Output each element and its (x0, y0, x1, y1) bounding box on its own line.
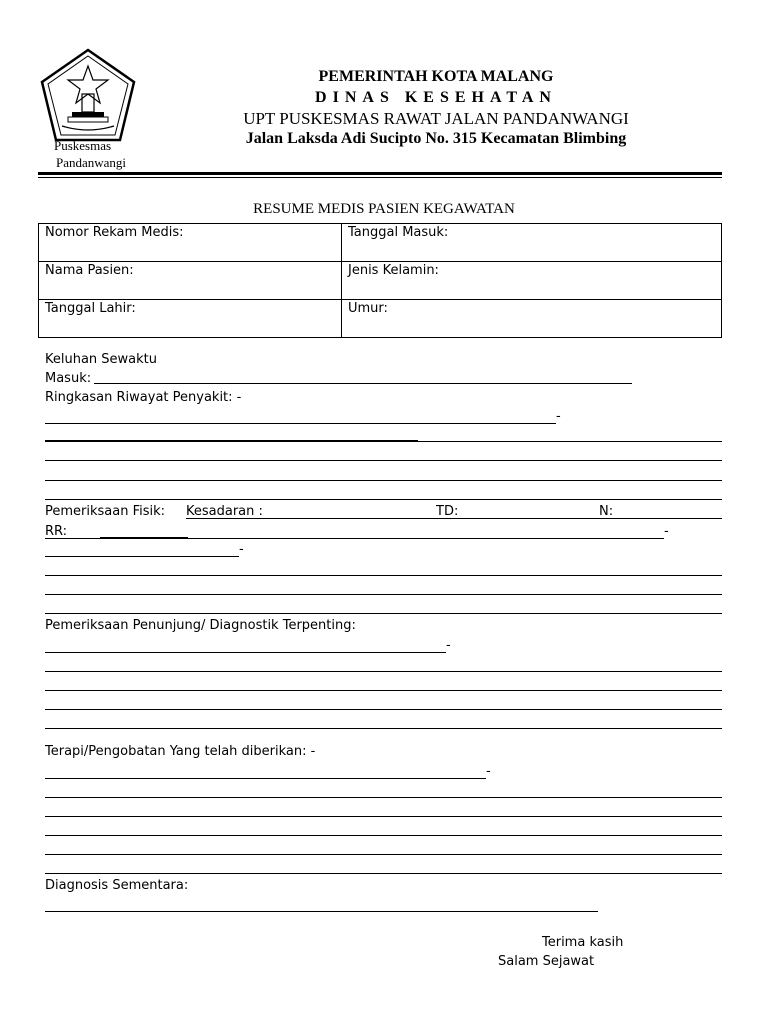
patient-name-field[interactable]: Nama Pasien: (39, 262, 342, 300)
header-government: PEMERINTAH KOTA MALANG (318, 68, 554, 85)
gender-field[interactable]: Jenis Kelamin: (342, 262, 722, 300)
exam-line[interactable] (45, 556, 239, 557)
table-row (39, 262, 722, 300)
diagnostic-dash: - (446, 638, 451, 653)
diagnostic-line[interactable] (45, 690, 722, 691)
birth-date-field[interactable]: Tanggal Lahir: (39, 300, 342, 338)
physical-exam-label: Pemeriksaan Fisik: (45, 504, 166, 519)
complaint-label-1: Keluhan Sewaktu (45, 352, 158, 367)
complaint-label-2: Masuk: (45, 371, 92, 386)
history-label: Ringkasan Riwayat Penyakit: - (45, 390, 242, 405)
header-rule-thick (38, 172, 722, 175)
respiratory-rate-line-bold (100, 537, 188, 539)
history-line[interactable] (45, 460, 722, 461)
exam-line[interactable] (45, 594, 722, 595)
physical-exam-line[interactable] (186, 518, 722, 519)
diagnostic-label: Pemeriksaan Penunjung/ Diagnostik Terpenting: (45, 618, 356, 633)
table-row (39, 300, 722, 338)
logo-caption-2: Pandanwangi (56, 155, 127, 170)
diagnostic-line[interactable] (45, 728, 722, 729)
header-address: Jalan Laksda Adi Sucipto No. 315 Kecamatan Blimbing (245, 130, 627, 147)
header-department: DINAS KESEHATAN (315, 89, 557, 106)
exam-line[interactable] (45, 575, 722, 576)
logo-caption-1: Puskesmas (54, 138, 112, 153)
history-line[interactable] (45, 480, 722, 481)
closing-thanks: Terima kasih (542, 935, 624, 950)
patient-info-table (38, 223, 722, 338)
therapy-line[interactable] (45, 835, 722, 836)
history-line[interactable] (45, 499, 722, 500)
respiratory-dash: - (664, 524, 669, 539)
closing-regards: Salam Sejawat (498, 954, 595, 969)
therapy-label: Terapi/Pengobatan Yang telah diberikan: - (45, 744, 316, 759)
therapy-dash: - (486, 764, 491, 779)
history-dash: - (556, 409, 561, 424)
therapy-line[interactable] (45, 816, 722, 817)
respiratory-rate-label: RR: (45, 524, 68, 539)
age-field[interactable]: Umur: (342, 300, 722, 338)
header-rule-thin (38, 177, 722, 178)
diagnosis-label: Diagnosis Sementara: (45, 878, 189, 893)
medical-record-field[interactable]: Nomor Rekam Medis: (39, 224, 342, 262)
exam-line[interactable] (45, 613, 722, 614)
admission-date-field[interactable]: Tanggal Masuk: (342, 224, 722, 262)
pulse-label: N: (599, 504, 614, 519)
header-institution: UPT PUSKESMAS RAWAT JALAN PANDANWANGI (243, 109, 629, 128)
table-row (39, 224, 722, 262)
diagnosis-line[interactable] (45, 911, 598, 912)
therapy-line[interactable] (45, 854, 722, 855)
therapy-line[interactable] (45, 873, 722, 874)
diagnostic-line[interactable] (45, 652, 446, 653)
diagnostic-line[interactable] (45, 671, 722, 672)
blood-pressure-label: TD: (436, 504, 459, 519)
diagnostic-line[interactable] (45, 709, 722, 710)
therapy-line[interactable] (45, 797, 722, 798)
history-line[interactable] (45, 423, 556, 424)
complaint-line[interactable] (94, 383, 632, 384)
exam-dash: - (239, 542, 244, 557)
document-title: RESUME MEDIS PASIEN KEGAWATAN (253, 201, 515, 217)
history-line-bold (45, 440, 418, 442)
consciousness-label: Kesadaran : (186, 504, 263, 519)
therapy-line[interactable] (45, 778, 486, 779)
